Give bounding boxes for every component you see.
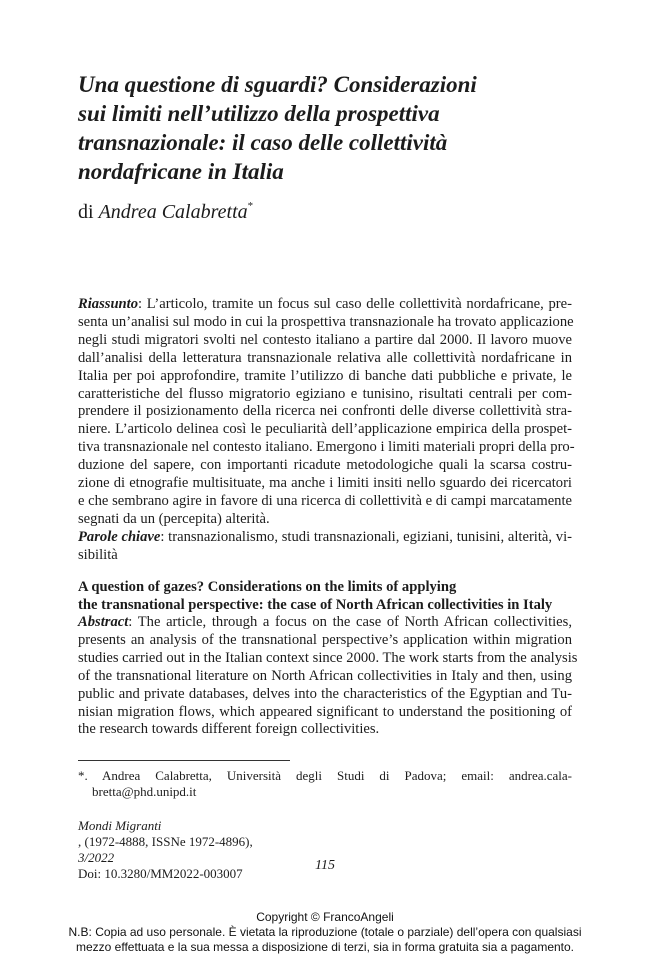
title-line: sui limiti nell’utilizzo della prospettiva — [78, 101, 440, 126]
text-line: zione di etnografie multisituate, ma anche i limiti insiti nello sguardo dei ricercatori — [78, 475, 572, 492]
keywords-label: Parole chiave — [78, 528, 161, 545]
text-line: dall’analisi della letteratura transnazionale relativa alle collettività nordafricane in — [78, 349, 572, 366]
text-line: Abstract: The article, through a focus on the case of North African collectivities, — [78, 614, 572, 630]
text-line: of the transnational literature on North African collectivities in Italy and then, using — [78, 667, 572, 684]
journal-citation: Mondi Migranti , (1972-4888, ISSNe 1972-4896), 3/2022 — [78, 818, 253, 865]
journal-issue: 3/2022 — [78, 850, 115, 865]
footnote-line: *. Andrea Calabretta, Università degli Studi di Padova; email: andrea.cala- — [78, 768, 572, 783]
text-line: nisian migration flows, which appeared significant to understand the positioning of — [78, 703, 572, 720]
text-line: presents an analysis of the transnational perspective’s application within migration — [78, 631, 572, 648]
text-line: tiva transnazionale nel contesto italiano. Emergono i limiti materiali propri della pro- — [78, 439, 575, 456]
english-title — [78, 578, 572, 614]
author-footnote — [78, 768, 572, 800]
title-line: transnazionale: il caso delle collettività — [78, 130, 448, 155]
title-line: A question of gazes? Considerations on the limits of applying — [78, 579, 457, 595]
text-line: studies carried out in the Italian context since 2000. The work starts from the analysis — [78, 649, 578, 666]
title-line: the transnational perspective: the case of North African collectivities in Italy — [78, 597, 553, 613]
copyright-notice — [0, 910, 650, 955]
text-line: niere. L’articolo delinea così le peculiarità dell’applicazione empirica della prospet- — [78, 421, 572, 438]
footnote-email: bretta@phd.unipd.it — [92, 784, 197, 799]
footnote-marker: * — [247, 200, 254, 212]
journal-name: Mondi Migranti — [78, 818, 162, 833]
title-line: nordafricane in Italia — [78, 159, 284, 184]
text-line: sibilità — [78, 546, 118, 563]
text-line: senta un’analisi sul modo in cui la prospettiva transnazionale ha trovato applicazione — [78, 313, 574, 330]
copyright-line: Copyright © FrancoAngeli — [256, 910, 394, 924]
text-line: duzione del sapere, con importanti ricadute metodologiche quali la scarsa costru- — [78, 457, 572, 474]
abstract-paragraph — [78, 614, 578, 739]
text-line: segnati da un (percepita) alterità. — [78, 510, 270, 527]
text-line: e che sembrano agire in favore di una ricerca di collettività e di campi marcatamente — [78, 492, 572, 509]
text-line: caratteristiche del flusso migratorio egiziano e tunisino, risultati centrali per com- — [78, 385, 572, 402]
abstract-label: Abstract — [78, 614, 129, 630]
byline-prefix: di — [78, 201, 99, 223]
text-line: Italia per poi approfondire, tramite l’utilizzo di banche dati pubbliche e private, le — [78, 367, 572, 384]
text-line: Riassunto: L’articolo, tramite un focus sul caso delle collettività nordafricane, pre- — [78, 296, 572, 312]
article-title — [78, 70, 598, 186]
author-name: Andrea Calabretta — [98, 201, 248, 223]
text-line: prendere il posizionamento della ricerca nei confronti delle diverse collettività stra- — [78, 403, 572, 420]
author-byline — [78, 200, 253, 224]
text-line: public and private databases, delves into the characteristics of the Egyptian and Tu- — [78, 685, 572, 702]
text-line: the research towards different foreign collectivities. — [78, 721, 380, 738]
text-line: negli studi migratori svolti nel contesto italiano a partire dal 2000. Il lavoro muove — [78, 331, 572, 348]
keywords-line: Parole chiave: transnazionalismo, studi transnazionali, egiziani, tunisini, alterità, vi- — [78, 528, 572, 545]
riassunto-paragraph — [78, 296, 575, 565]
page-number: 115 — [315, 858, 335, 873]
title-line: Una questione di sguardi? Considerazioni — [78, 72, 477, 97]
doi: Doi: 10.3280/MM2022-003007 — [78, 866, 243, 881]
footnote-divider — [78, 760, 290, 761]
copyright-line: mezzo effettuata e la sua messa a disposizione di terzi, sia in forma gratuita sia a pagamento. — [75, 940, 575, 954]
copyright-line: N.B: Copia ad uso personale. È vietata la riproduzione (totale o parziale) dell’opera con qualsiasi — [68, 925, 582, 939]
riassunto-label: Riassunto — [78, 296, 139, 312]
